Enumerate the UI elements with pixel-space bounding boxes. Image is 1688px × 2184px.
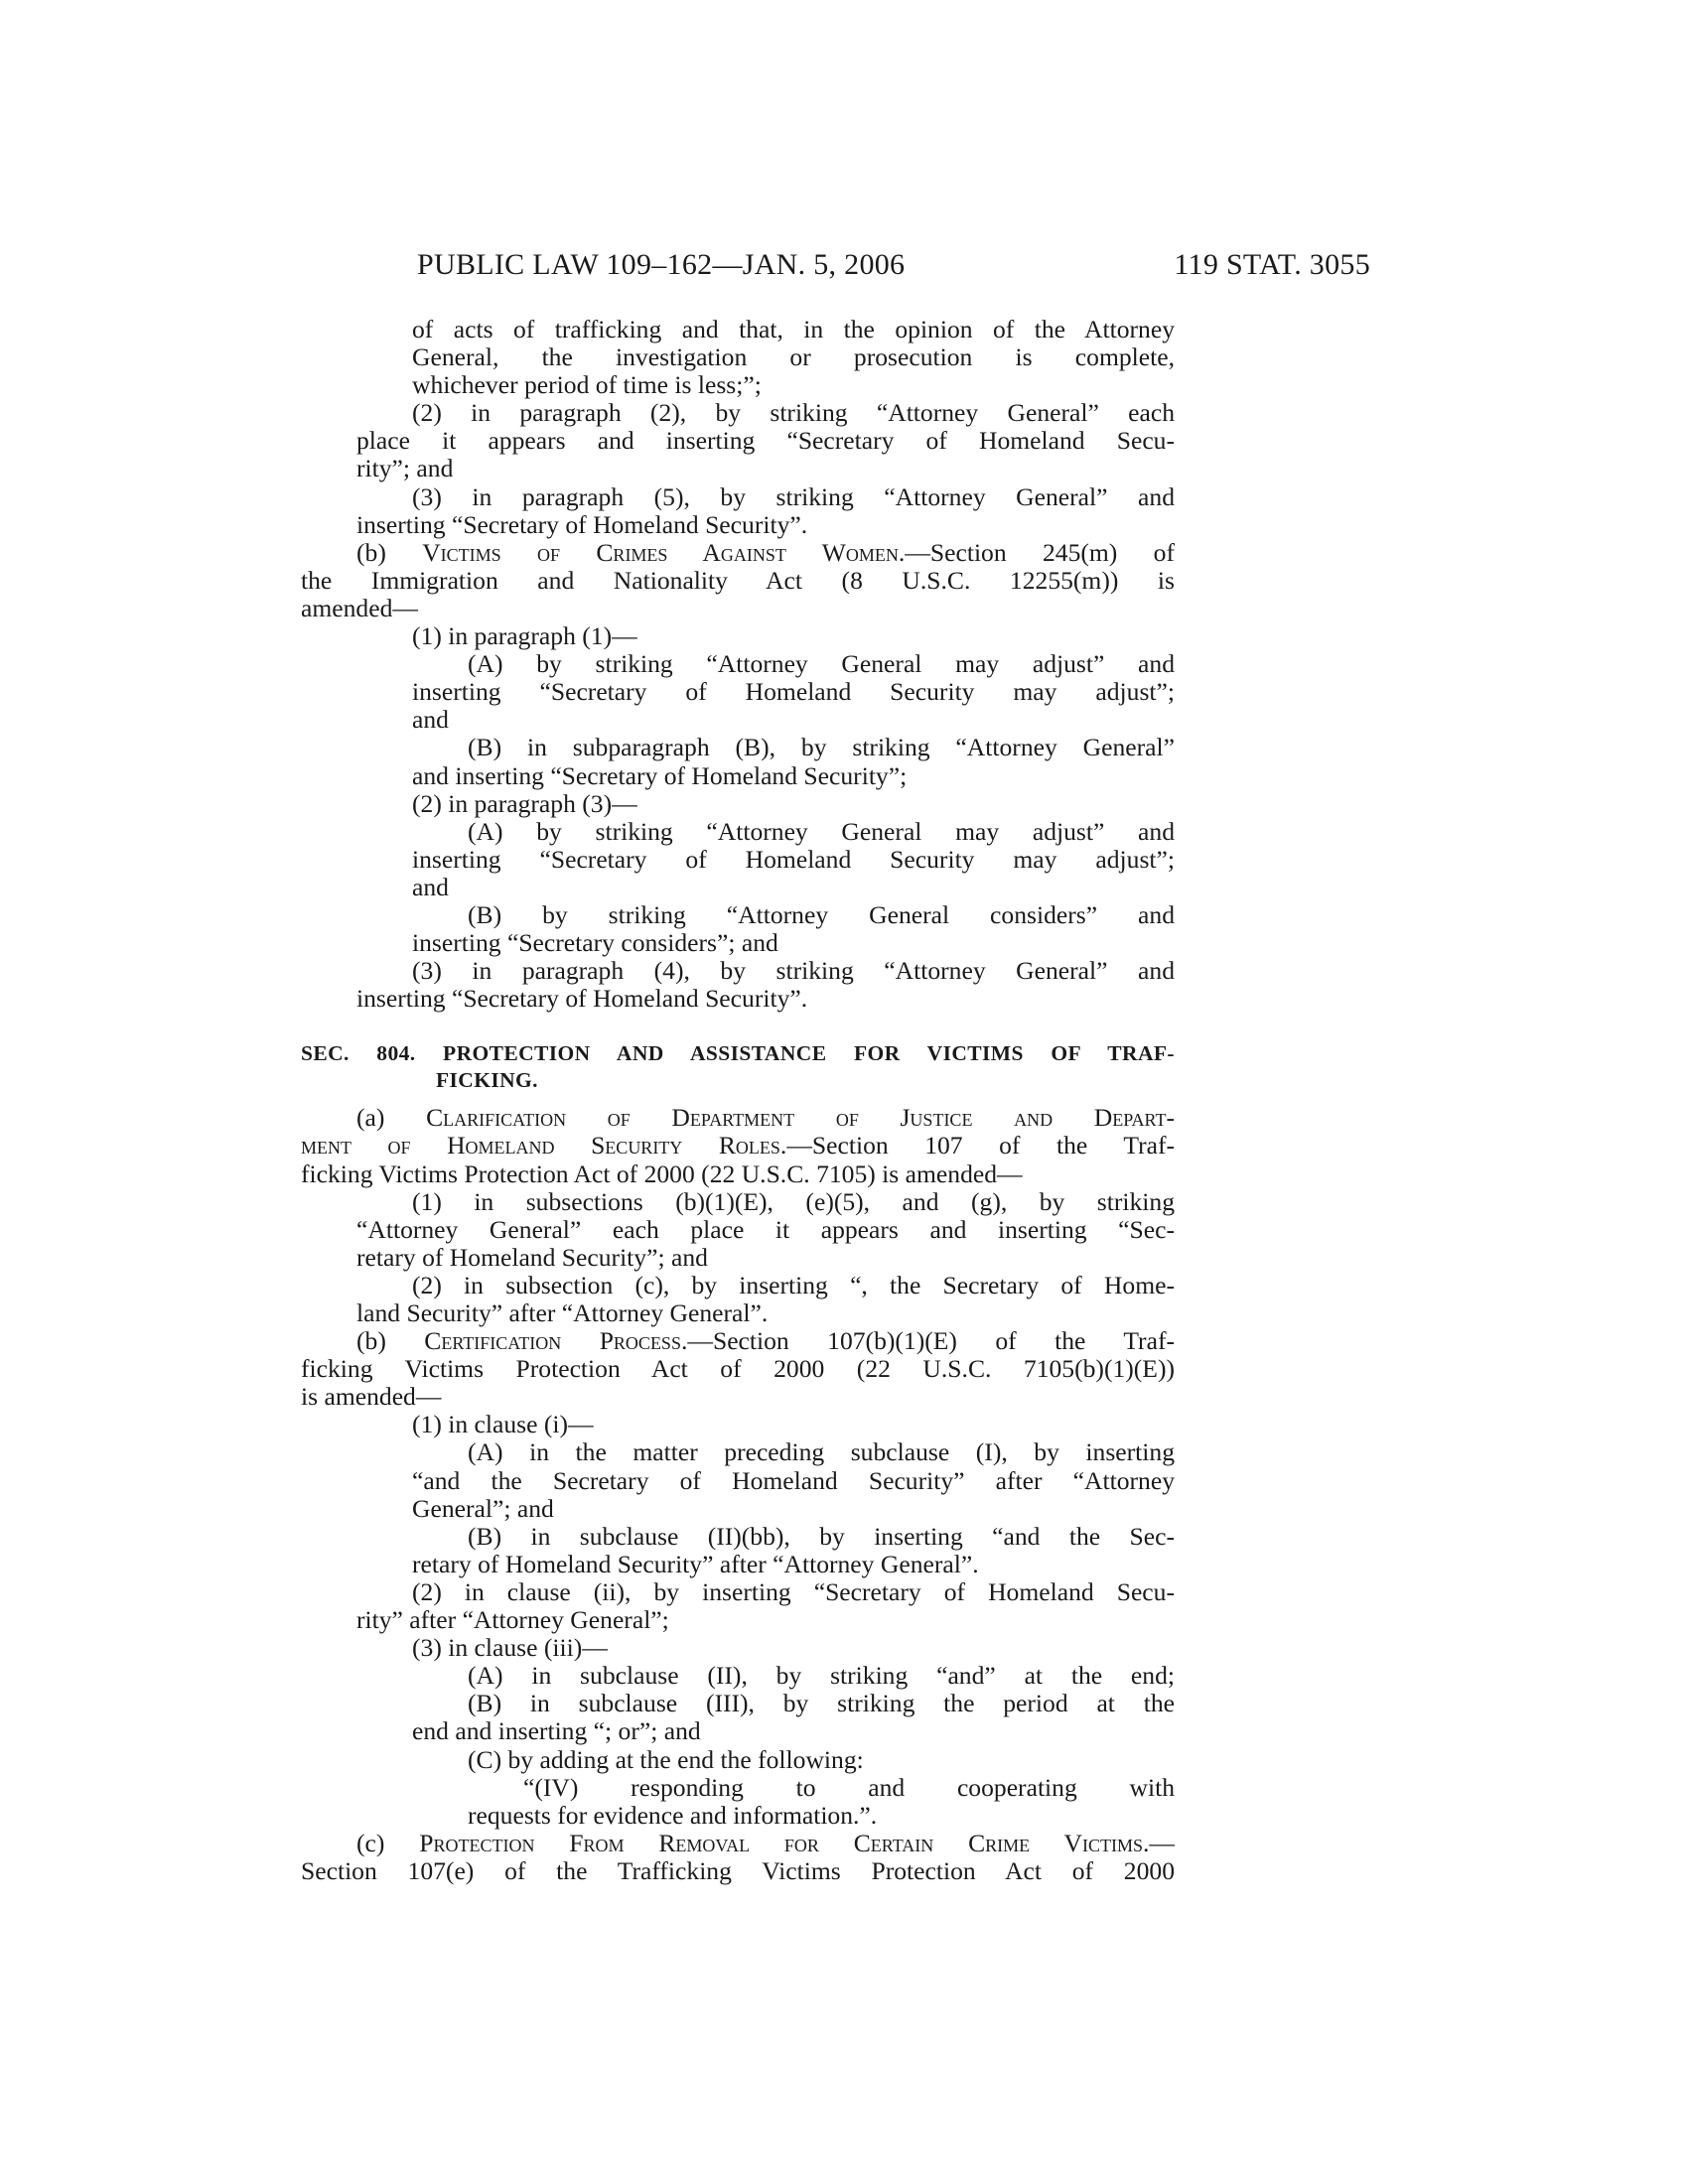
text-line: place it appears and inserting “Secretary of Homeland Secu- (356, 426, 1175, 456)
document-body (301, 316, 1175, 1885)
text-line: “and the Secretary of Homeland Security” after “Attorney (412, 1465, 1175, 1495)
text-line: (3) in paragraph (4), by striking “Attorney General” and (412, 956, 1175, 986)
text-line: General, the investigation or prosecution is complete, (412, 342, 1175, 372)
text-line: requests for evidence and information.”. (468, 1800, 878, 1830)
subsection-heading-line (301, 1132, 1175, 1160)
subsection-heading-line (301, 539, 1175, 567)
text-line: (B) by striking “Attorney General considers” and (468, 899, 1175, 929)
text-line: “(IV) responding to and cooperating with (523, 1772, 1175, 1802)
text-line: (2) in subsection (c), by inserting “, the Secretary of Home- (412, 1270, 1175, 1299)
text-line: land Security” after “Attorney General”. (356, 1298, 769, 1327)
text-line: of acts of trafficking and that, in the opinion of the Attorney (412, 315, 1175, 343)
text-line: end and inserting “; or”; and (412, 1716, 701, 1746)
text-line: (B) in subparagraph (B), by striking “Attorney General” (468, 733, 1175, 762)
text-line: retary of Homeland Security” after “Attorney General”. (412, 1549, 979, 1578)
subsection-label: (a) (356, 1103, 427, 1133)
subsection-heading-line (301, 1327, 1175, 1355)
text-line: and (412, 705, 449, 735)
section-heading-line: FICKING. (436, 1068, 538, 1093)
text-line: (2) in clause (ii), by inserting “Secretary of Homeland Secu- (412, 1576, 1175, 1606)
text-line: rity” after “Attorney General”; (356, 1605, 669, 1635)
subsection-heading-line (301, 1104, 1175, 1132)
subsection-label: (c) (356, 1828, 420, 1857)
section-heading-line: SEC. 804. PROTECTION AND ASSISTANCE FOR VICTIMS OF TRAF- (301, 1041, 1175, 1066)
text-line: is amended— (301, 1382, 442, 1412)
text-fragment: .—Section 245(m) of (898, 537, 1175, 567)
text-fragment: .— (1143, 1828, 1176, 1857)
text-line: rity”; and (356, 454, 454, 483)
text-line: ficking Victims Protection Act of 2000 (22 U.S.C. 7105) is amended— (301, 1159, 1023, 1188)
subsection-label: (b) (356, 1326, 425, 1356)
text-line: inserting “Secretary of Homeland Security”. (356, 984, 808, 1014)
text-line: (2) in paragraph (2), by striking “Attorney General” each (412, 398, 1175, 428)
subsection-title: Victims of Crimes Against Women (422, 537, 899, 567)
text-line: inserting “Secretary of Homeland Security may adjust”; (412, 844, 1175, 874)
subsection-title: Certification Process (424, 1326, 681, 1356)
subsection-title: Clarification of Department of Justice and Depart- (426, 1103, 1175, 1133)
text-line: whichever period of time is less;”; (412, 370, 762, 400)
text-line: (1) in subsections (b)(1)(E), (e)(5), and (g), by striking (412, 1186, 1175, 1216)
text-line: “Attorney General” each place it appears and inserting “Sec- (356, 1214, 1175, 1244)
text-line: (B) in subclause (III), by striking the period at the (468, 1689, 1175, 1718)
text-line: retary of Homeland Security”; and (356, 1242, 708, 1272)
text-line: (B) in subclause (II)(bb), by inserting “and the Sec- (468, 1521, 1175, 1551)
text-line: the Immigration and Nationality Act (8 U.S.C. 12255(m)) is (301, 565, 1175, 595)
text-line: inserting “Secretary of Homeland Security”. (356, 509, 808, 539)
text-line: inserting “Secretary considers”; and (412, 928, 778, 958)
text-line: (A) in subclause (II), by striking “and” at the end; (468, 1661, 1175, 1691)
text-line: Section 107(e) of the Trafficking Victims Protection Act of 2000 (301, 1855, 1175, 1885)
header-law-citation: PUBLIC LAW 109–162—JAN. 5, 2006 (417, 248, 906, 281)
text-line: (1) in clause (i)— (412, 1410, 594, 1439)
text-line: amended— (301, 593, 418, 622)
page-header (417, 248, 1370, 288)
text-fragment: .—Section 107 of the Traf- (779, 1131, 1175, 1160)
section-heading (301, 1040, 1175, 1094)
text-line: (3) in paragraph (5), by striking “Attorney General” and (412, 481, 1175, 511)
text-line: (A) by striking “Attorney General may adjust” and (468, 816, 1175, 846)
text-line: (1) in paragraph (1)— (412, 621, 637, 651)
text-line: General”; and (412, 1493, 554, 1523)
header-stat-page: 119 STAT. 3055 (1174, 248, 1370, 281)
text-line: (A) in the matter preceding subclause (I), by inserting (468, 1437, 1175, 1467)
text-line: and inserting “Secretary of Homeland Security”; (412, 760, 908, 790)
subsection-title: Protection From Removal for Certain Crime Victims (419, 1828, 1144, 1857)
subsection-title: ment of Homeland Security Roles (301, 1131, 780, 1160)
text-line: (C) by adding at the end the following: (468, 1744, 864, 1774)
subsection-heading-line (301, 1830, 1175, 1857)
text-line: (2) in paragraph (3)— (412, 788, 637, 818)
text-line: and (412, 872, 449, 901)
text-line: (3) in clause (iii)— (412, 1633, 608, 1663)
text-line: (A) by striking “Attorney General may adjust” and (468, 649, 1175, 679)
subsection-label: (b) (356, 537, 423, 567)
text-line: ficking Victims Protection Act of 2000 (22 U.S.C. 7105(b)(1)(E)) (301, 1354, 1175, 1384)
text-line: inserting “Secretary of Homeland Security may adjust”; (412, 677, 1175, 707)
text-fragment: .—Section 107(b)(1)(E) of the Traf- (680, 1326, 1175, 1356)
